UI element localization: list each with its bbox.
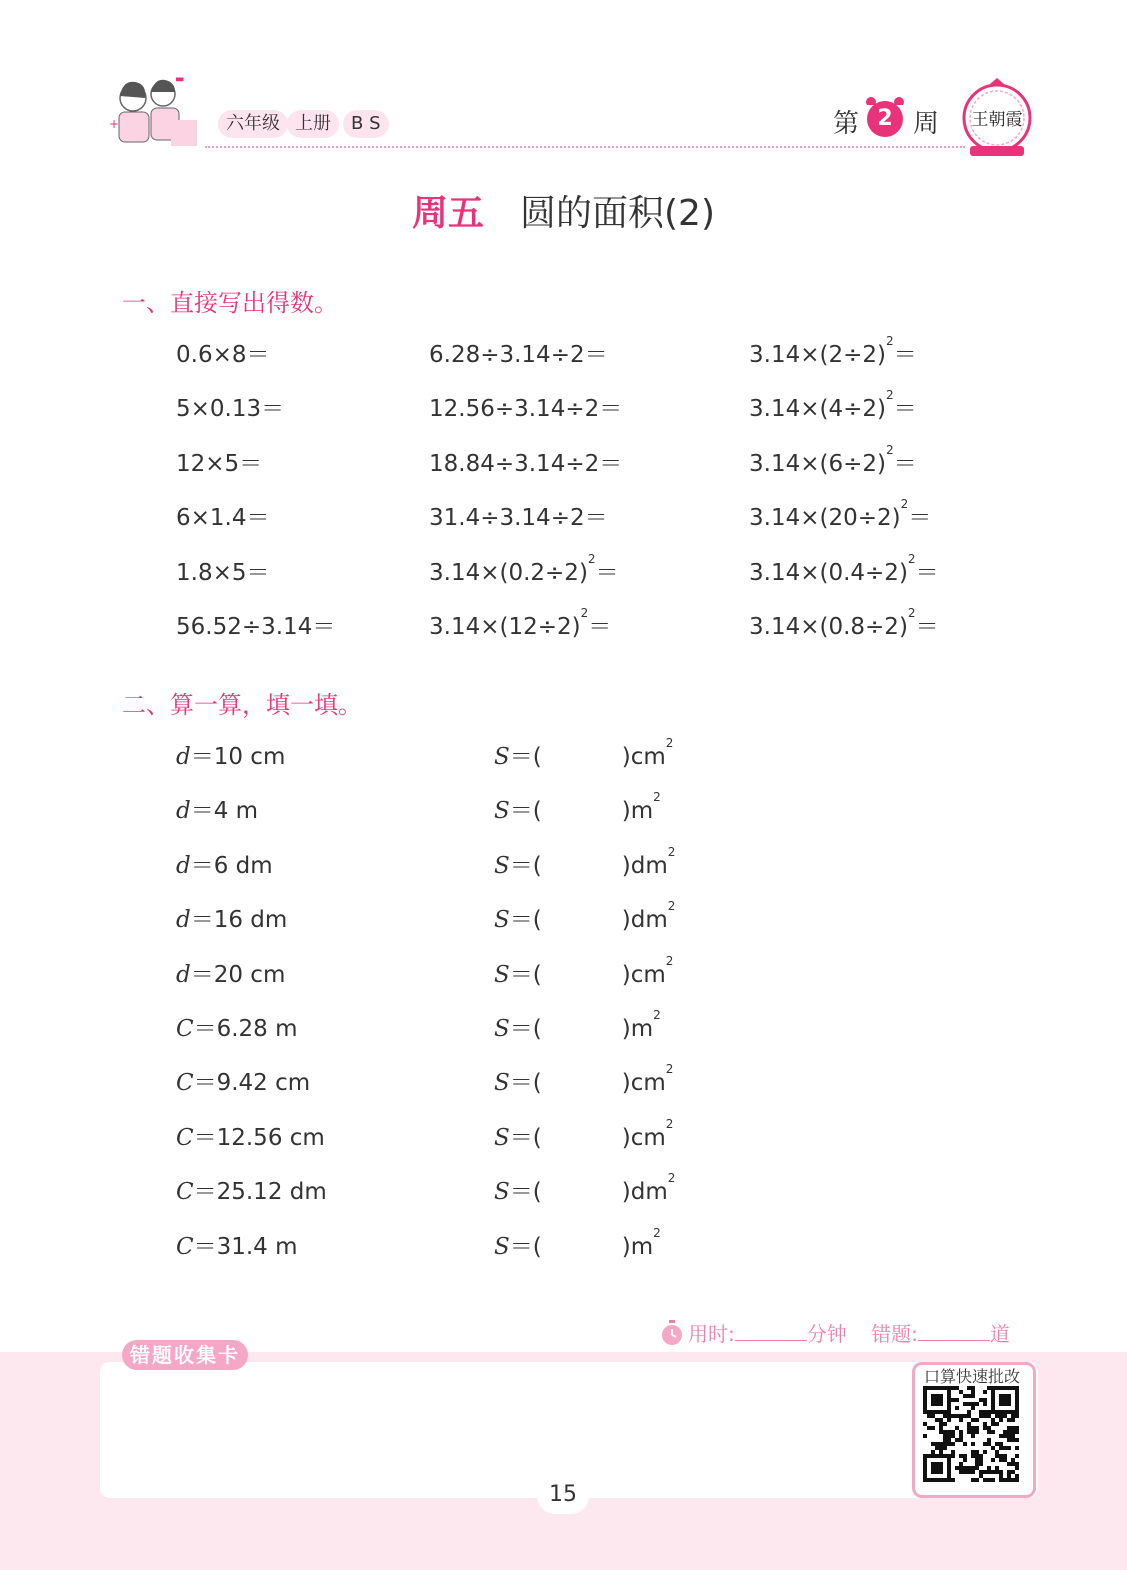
given-variable: d xyxy=(176,798,191,825)
qr-label: 口算快速批改 xyxy=(923,1367,1020,1386)
equals-sign: ＝ xyxy=(893,450,917,477)
open-paren: ＝( xyxy=(509,852,542,879)
area-variable: S xyxy=(494,1016,510,1042)
unit-exponent: 2 xyxy=(653,1008,661,1022)
area-variable: S xyxy=(494,798,510,825)
expression-c3-r6 xyxy=(749,608,939,641)
area-unit: dm xyxy=(630,1179,668,1206)
expression-text: 56.52÷3.14＝ xyxy=(176,614,336,640)
kids-illustration-icon xyxy=(105,68,205,154)
area-unit: m xyxy=(630,1016,654,1042)
given-value xyxy=(176,1010,298,1043)
given-variable: C xyxy=(176,1233,194,1260)
exponent: 2 xyxy=(907,551,916,566)
close-paren: ) xyxy=(621,1016,631,1042)
area-unit: m xyxy=(630,798,654,825)
open-paren: ＝( xyxy=(509,1016,542,1042)
expression-text: 31.4÷3.14÷2＝ xyxy=(429,505,608,532)
equals-sign: ＝ xyxy=(893,396,917,423)
open-paren: ＝( xyxy=(509,907,542,934)
area-answer xyxy=(494,1010,661,1043)
area-unit: dm xyxy=(630,852,668,879)
volume-tag: 上册 xyxy=(287,110,339,138)
area-variable: S xyxy=(494,961,510,988)
given-amount: ＝9.42 cm xyxy=(193,1070,311,1097)
expression-c1-r5 xyxy=(176,554,269,587)
expression-c1-r4 xyxy=(176,499,269,532)
area-unit: dm xyxy=(630,907,668,934)
exponent: 2 xyxy=(900,497,909,512)
expression-text: 6×1.4＝ xyxy=(176,505,270,532)
given-variable: C xyxy=(176,1070,194,1097)
open-paren: ＝( xyxy=(509,1179,542,1206)
given-variable: d xyxy=(176,961,191,988)
expression-text: 18.84÷3.14÷2＝ xyxy=(429,450,623,477)
errors-blank[interactable] xyxy=(918,1322,990,1341)
close-paren: ) xyxy=(621,798,631,825)
area-variable: S xyxy=(494,1233,510,1260)
open-paren: ＝( xyxy=(509,1233,542,1260)
unit-exponent: 2 xyxy=(667,844,676,859)
unit-exponent: 2 xyxy=(665,1062,674,1077)
area-unit: cm xyxy=(630,744,666,770)
given-amount: ＝10 cm xyxy=(190,744,286,770)
close-paren: ) xyxy=(621,744,631,770)
given-amount: ＝31.4 m xyxy=(193,1233,298,1260)
errors-label: 错题: xyxy=(871,1322,918,1346)
header-divider xyxy=(205,146,965,148)
exponent: 2 xyxy=(885,334,894,348)
given-amount: ＝25.12 dm xyxy=(193,1179,327,1206)
given-variable: d xyxy=(176,744,191,770)
expression-text: 3.14×(6÷2) xyxy=(749,450,886,477)
area-answer xyxy=(494,1116,674,1152)
time-blank[interactable] xyxy=(735,1322,807,1341)
equals-sign: ＝ xyxy=(915,559,939,586)
expression-text: 5×0.13＝ xyxy=(176,396,285,423)
expression-text: 3.14×(2÷2) xyxy=(749,342,886,368)
given-amount: ＝12.56 cm xyxy=(193,1124,325,1151)
given-value xyxy=(176,901,287,934)
title-topic: 圆的面积(2) xyxy=(520,193,715,234)
close-paren: ) xyxy=(621,1124,631,1151)
area-variable: S xyxy=(494,852,510,879)
given-value xyxy=(176,1228,298,1261)
area-variable: S xyxy=(494,744,510,770)
area-answer xyxy=(494,1225,661,1261)
area-answer xyxy=(494,844,676,880)
expression-text: 6.28÷3.14÷2＝ xyxy=(429,342,608,368)
expression-text: 3.14×(4÷2) xyxy=(749,396,886,423)
section1-title: 一、直接写出得数。 xyxy=(122,289,338,317)
area-unit: cm xyxy=(630,1124,666,1151)
svg-text:+: + xyxy=(109,117,120,131)
close-paren: ) xyxy=(621,1179,631,1206)
grade-tag: 六年级 xyxy=(218,110,288,138)
page-number: 15 xyxy=(549,1482,577,1507)
expression-c2-r1 xyxy=(429,336,608,369)
unit-exponent: 2 xyxy=(653,1225,661,1240)
area-answer xyxy=(494,792,661,825)
expression-c1-r3 xyxy=(176,445,262,478)
area-answer xyxy=(494,1064,673,1097)
expression-c3-r5 xyxy=(749,551,939,587)
area-unit: cm xyxy=(630,961,666,988)
expression-text: 3.14×(0.4÷2) xyxy=(749,559,908,586)
given-amount: ＝20 cm xyxy=(190,961,286,988)
week-prefix: 第 xyxy=(833,109,860,139)
expression-c1-r1 xyxy=(176,336,269,369)
expression-text: 3.14×(0.2÷2) xyxy=(429,559,588,586)
open-paren: ＝( xyxy=(509,961,542,988)
close-paren: ) xyxy=(621,1233,631,1260)
area-answer xyxy=(494,901,675,934)
close-paren: ) xyxy=(621,907,631,934)
area-variable: S xyxy=(494,1124,510,1151)
area-answer xyxy=(494,953,674,989)
svg-text:王朝霞: 王朝霞 xyxy=(971,110,1023,130)
area-variable: S xyxy=(494,1179,510,1206)
exponent: 2 xyxy=(587,551,596,566)
close-paren: ) xyxy=(621,1070,631,1097)
equals-sign: ＝ xyxy=(595,559,619,586)
expression-text: 3.14×(12÷2) xyxy=(429,614,581,640)
close-paren: ) xyxy=(621,852,631,879)
unit-exponent: 2 xyxy=(665,953,674,968)
week-number-badge: 2 xyxy=(867,101,903,137)
page-title xyxy=(0,185,1127,236)
expression-text: 3.14×(20÷2) xyxy=(749,505,901,532)
edition-tag: B S xyxy=(343,110,389,138)
equals-sign: ＝ xyxy=(893,342,917,368)
given-variable: d xyxy=(176,852,191,879)
open-paren: ＝( xyxy=(509,1070,542,1097)
open-paren: ＝( xyxy=(509,1124,542,1151)
expression-text: 12×5＝ xyxy=(176,450,263,477)
errors-unit: 道 xyxy=(989,1322,1010,1346)
given-value xyxy=(176,792,258,825)
exponent: 2 xyxy=(885,388,894,403)
expression-c2-r6 xyxy=(429,608,611,641)
area-unit: cm xyxy=(630,1070,666,1097)
expression-c3-r3 xyxy=(749,442,917,478)
title-day: 周五 xyxy=(411,193,484,234)
area-variable: S xyxy=(494,1070,510,1097)
given-variable: d xyxy=(176,907,191,934)
given-value xyxy=(176,1119,325,1152)
area-variable: S xyxy=(494,907,510,934)
expression-c3-r1 xyxy=(749,336,917,369)
given-value xyxy=(176,1173,327,1206)
given-variable: C xyxy=(176,1124,194,1151)
given-value xyxy=(176,738,285,771)
qr-code-icon[interactable] xyxy=(923,1386,1019,1482)
expression-c1-r2 xyxy=(176,390,284,423)
expression-text: 0.6×8＝ xyxy=(176,342,270,368)
expression-c2-r5 xyxy=(429,551,619,587)
area-answer xyxy=(494,1173,675,1206)
expression-c2-r4 xyxy=(429,499,608,532)
given-value xyxy=(176,1064,310,1097)
given-amount: ＝4 m xyxy=(190,798,259,825)
timer-row xyxy=(660,1318,1010,1347)
open-paren: ＝( xyxy=(509,798,542,825)
unit-exponent: 2 xyxy=(665,1116,674,1131)
expression-c3-r2 xyxy=(749,390,917,423)
expression-c1-r6 xyxy=(176,608,335,641)
area-unit: m xyxy=(630,1233,654,1260)
equals-sign: ＝ xyxy=(908,505,932,532)
expression-text: 3.14×(0.8÷2) xyxy=(749,614,908,640)
svg-text:▬: ▬ xyxy=(175,74,185,85)
unit-exponent: 2 xyxy=(667,899,676,914)
equals-sign: ＝ xyxy=(915,614,939,640)
exponent: 2 xyxy=(907,606,916,620)
brand-seal-icon xyxy=(960,78,1034,160)
given-variable: C xyxy=(176,1179,194,1206)
mistake-collection-tag: 错题收集卡 xyxy=(122,1340,248,1370)
unit-exponent: 2 xyxy=(665,736,674,750)
given-value xyxy=(176,847,273,880)
time-label: 用时: xyxy=(688,1322,735,1346)
given-value xyxy=(176,956,285,989)
expression-text: 12.56÷3.14÷2＝ xyxy=(429,396,623,423)
exponent: 2 xyxy=(885,442,894,457)
unit-exponent: 2 xyxy=(667,1171,676,1186)
week-suffix: 周 xyxy=(913,109,940,139)
given-amount: ＝6.28 m xyxy=(193,1016,298,1042)
area-answer xyxy=(494,738,673,771)
section2-title: 二、算一算，填一填。 xyxy=(122,691,362,719)
expression-c3-r4 xyxy=(749,499,931,532)
given-variable: C xyxy=(176,1016,194,1042)
given-amount: ＝16 dm xyxy=(190,907,288,934)
brand-logo xyxy=(960,78,1034,160)
exponent: 2 xyxy=(580,606,589,620)
expression-c2-r3 xyxy=(429,445,622,478)
close-paren: ) xyxy=(621,961,631,988)
expression-c2-r2 xyxy=(429,390,622,423)
unit-exponent: 2 xyxy=(653,790,661,805)
stopwatch-icon xyxy=(660,1320,684,1346)
expression-text: 1.8×5＝ xyxy=(176,559,270,586)
equals-sign: ＝ xyxy=(588,614,612,640)
time-unit: 分钟 xyxy=(806,1322,847,1346)
open-paren: ＝( xyxy=(509,744,542,770)
given-amount: ＝6 dm xyxy=(190,852,273,879)
